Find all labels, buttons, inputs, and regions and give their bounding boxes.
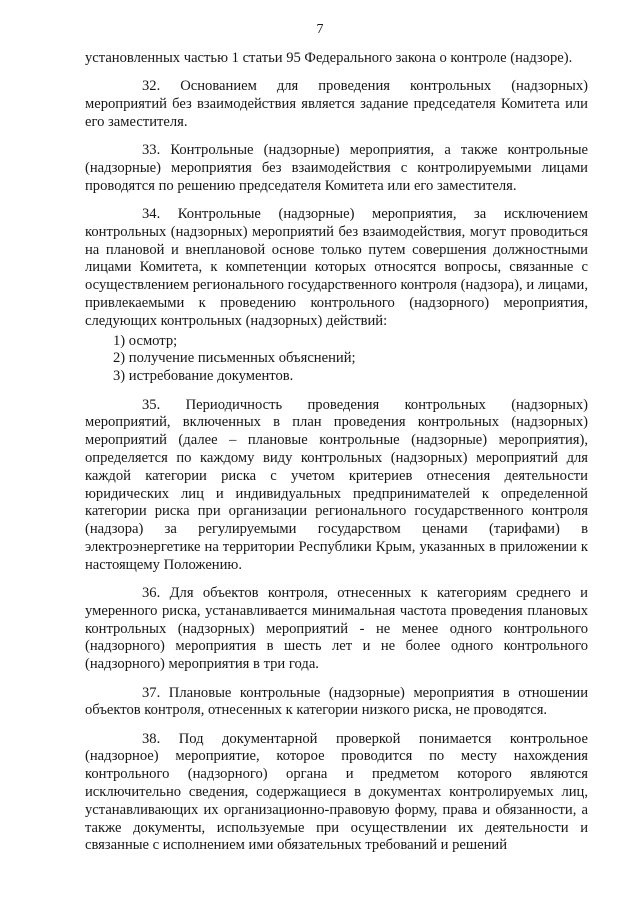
paragraph-36: 36. Для объектов контроля, отнесенных к категориям среднего и умеренного риска, устанавливается минимальная частота проведения плановых контрольных (надзорных) мероприятий - не менее одного контрольного (надзорного) мероприятия в шесть лет и не более одного контрольного (надзорного) мероприятия в три года. [85, 585, 588, 673]
actions-list [85, 333, 588, 386]
paragraph-continuation: установленных частью 1 статьи 95 Федерального закона о контроле (надзоре). [85, 50, 573, 66]
paragraph-35: 35. Периодичность проведения контрольных (надзорных) мероприятий, включенных в план проведения контрольных (надзорных) мероприятий (далее – плановые контрольные (надзорные) мероприятия), определяется по каждому виду контрольных (надзорных) мероприятий для каждой категории риска с учетом критериев отнесения деятельности юридических лиц и индивидуальных предпринимателей к определенной категории риска при организации регионального государственного контроля (надзора) за регулируемыми государством ценами (тарифами) в электроэнергетике на территории Республики Крым, указанных в приложении к настоящему Положению. [85, 396, 588, 573]
paragraph-38: 38. Под документарной проверкой понимается контрольное (надзорное) мероприятие, которое проводится по месту нахождения контрольного (надзорного) органа и предметом которого являются исключительно сведения, содержащиеся в документах контролируемых лиц, устанавливающих их организационно-правовую форму, права и обязанности, а также документы, используемые при осуществлении их деятельности и связанные с исполнением ими обязательных требований и решений [85, 730, 588, 854]
list-item: 3) истребование документов. [113, 368, 294, 385]
page-number: 7 [316, 22, 324, 37]
paragraph-33: 33. Контрольные (надзорные) мероприятия, а также контрольные (надзорные) мероприятия без взаимодействия с контролируемыми лицами проводятся по решению председателя Комитета или его заместителя. [85, 142, 588, 194]
document-body [85, 50, 588, 866]
list-item: 1) осмотр; [113, 332, 178, 349]
paragraph-34: 34. Контрольные (надзорные) мероприятия, за исключением контрольных (надзорных) мероприятий без взаимодействия, могут проводиться на плановой и внеплановой основе только путем совершения должностными лицами Комитета, к компетенции которых относятся вопросы, связанные с осуществлением регионального государственного контроля (надзора), и лицами, привлекаемыми к проведению контрольного (надзорного) мероприятия, следующих контрольных (надзорных) действий: [85, 206, 588, 329]
list-item: 2) получение письменных объяснений; [113, 350, 356, 367]
paragraph-37: 37. Плановые контрольные (надзорные) мероприятия в отношении объектов контроля, отнесенных к категории низкого риска, не проводятся. [85, 684, 588, 719]
paragraph-32: 32. Основанием для проведения контрольных (надзорных) мероприятий без взаимодействия является задание председателя Комитета или его заместителя. [85, 78, 588, 130]
